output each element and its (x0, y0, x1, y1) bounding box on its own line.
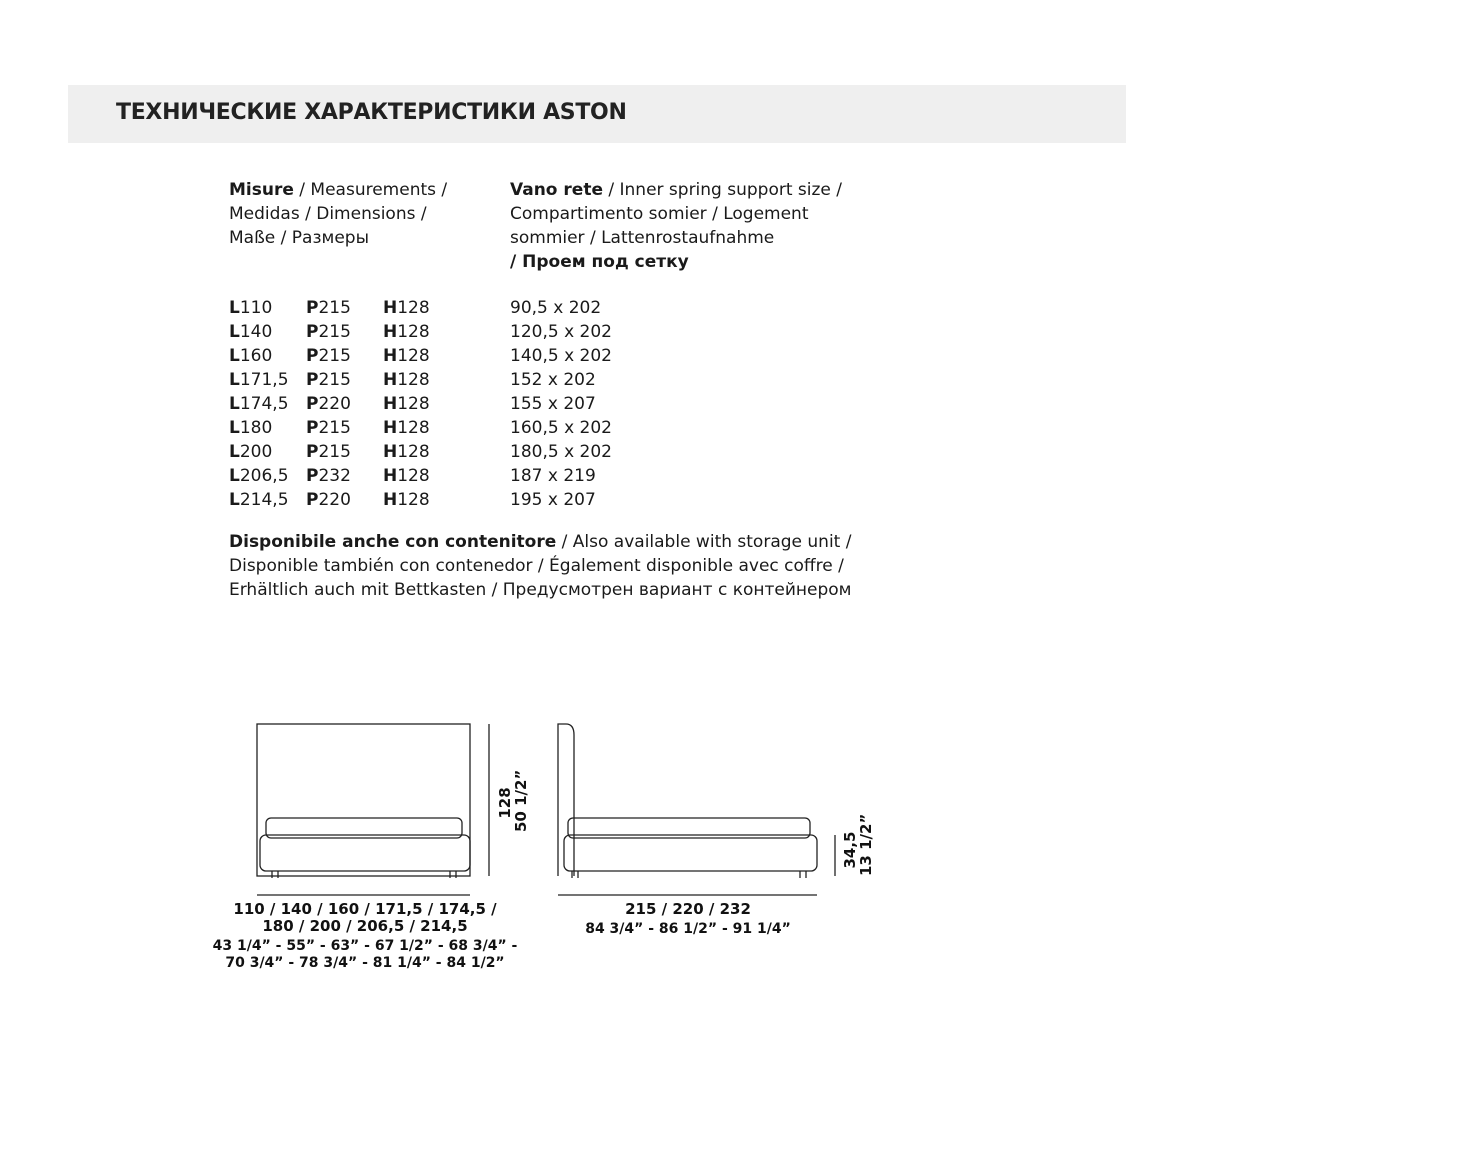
measurements-bold: Misure (229, 180, 294, 200)
width-cell-label: L (229, 346, 240, 366)
spring-size-cell: 180,5 x 202 (510, 442, 612, 462)
height-cell-label: H (383, 490, 398, 510)
depth-cell-value: 220 (318, 394, 351, 414)
depth-cell-label: P (306, 346, 319, 366)
height-cell-label: H (383, 322, 398, 342)
spring-line-3: sommier / Lattenrostaufnahme (510, 228, 775, 248)
side-view-drawing (558, 724, 835, 895)
height-cell-value: 128 (397, 442, 430, 462)
spring-line-1 (510, 178, 870, 202)
depth-cell-value: 215 (318, 370, 351, 390)
depth-cell (306, 488, 383, 512)
width-cell-value: 174,5 (239, 394, 289, 414)
width-cell-label: L (229, 394, 240, 414)
storage-note (229, 530, 929, 602)
width-cell (229, 344, 306, 368)
width-cell-label: L (229, 418, 240, 438)
width-cell-label: L (229, 298, 240, 318)
spring-size-cell: 195 x 207 (510, 490, 596, 510)
height-cell (383, 296, 510, 320)
front-view-drawing (257, 724, 489, 895)
measurements-line-2: Medidas / Dimensions / (229, 204, 427, 224)
height-cell (383, 464, 510, 488)
spring-size-cell: 160,5 x 202 (510, 418, 612, 438)
bed-technical-drawing (210, 715, 910, 905)
measurements-line-1-rest: / Measurements / (293, 180, 448, 200)
height-cell (383, 416, 510, 440)
height-cell-value: 128 (397, 490, 430, 510)
table-row (229, 440, 650, 464)
width-cell (229, 392, 306, 416)
width-cell-label: L (229, 490, 240, 510)
width-cell-label: L (229, 322, 240, 342)
side-height-cm: 34,5 (841, 831, 859, 869)
spring-line-2: Compartimento somier / Logement (510, 204, 809, 224)
height-cell (383, 320, 510, 344)
dimensions-table (229, 296, 650, 512)
storage-line-1 (229, 530, 929, 554)
spring-size-cell: 152 x 202 (510, 370, 596, 390)
side-depth-in: 84 3/4” - 86 1/2” - 91 1/4” (585, 921, 791, 937)
width-cell (229, 488, 306, 512)
width-cell-value: 140 (239, 322, 273, 342)
depth-cell (306, 296, 383, 320)
side-height-label (841, 813, 875, 876)
height-cell-value: 128 (397, 298, 430, 318)
depth-cell-label: P (306, 466, 319, 486)
width-cell (229, 464, 306, 488)
depth-cell-label: P (306, 442, 319, 462)
table-row (229, 392, 650, 416)
depth-cell-label: P (306, 322, 319, 342)
width-cell (229, 440, 306, 464)
storage-line-3-text: Erhältlich auch mit Bettkasten / Предусмотрен вариант с контейнером (229, 580, 852, 600)
width-cell-value: 160 (239, 346, 273, 366)
front-height-in: 50 1/2” (512, 769, 530, 832)
depth-cell-label: P (306, 418, 319, 438)
depth-cell (306, 416, 383, 440)
front-width-cm-2: 180 / 200 / 206,5 / 214,5 (262, 917, 468, 935)
table-row (229, 320, 650, 344)
spring-size-cell: 155 x 207 (510, 394, 596, 414)
storage-line-2: Disponible también con contenedor / Également disponible avec coffre / (229, 556, 844, 576)
width-cell-value: 206,5 (239, 466, 289, 486)
width-cell-value: 171,5 (239, 370, 289, 390)
table-row (229, 344, 650, 368)
front-width-cm (220, 901, 510, 935)
width-cell-value: 180 (239, 418, 273, 438)
storage-line-3 (229, 578, 929, 602)
depth-cell-value: 215 (318, 418, 351, 438)
spring-size-cell: 140,5 x 202 (510, 346, 612, 366)
spring-line-4-text: / Проем под сетку (510, 252, 689, 272)
page-title: ТЕХНИЧЕСКИЕ ХАРАКТЕРИСТИКИ ASTON (116, 100, 627, 125)
storage-bold: Disponibile anche con contenitore (229, 532, 557, 552)
height-cell-value: 128 (397, 418, 430, 438)
height-cell (383, 368, 510, 392)
depth-cell (306, 392, 383, 416)
height-cell-value: 128 (397, 466, 430, 486)
spring-size-cell: 187 x 219 (510, 466, 596, 486)
height-cell-value: 128 (397, 346, 430, 366)
front-width-cm-1: 110 / 140 / 160 / 171,5 / 174,5 / (233, 900, 497, 918)
width-cell-value: 110 (239, 298, 273, 318)
width-cell (229, 320, 306, 344)
depth-cell-label: P (306, 490, 319, 510)
spring-size-cell: 120,5 x 202 (510, 322, 612, 342)
table-row (229, 488, 650, 512)
spring-bold: Vano rete (510, 180, 603, 200)
width-cell-label: L (229, 466, 240, 486)
table-row (229, 464, 650, 488)
height-cell-value: 128 (397, 394, 430, 414)
depth-cell (306, 368, 383, 392)
height-cell-label: H (383, 442, 398, 462)
depth-cell-value: 232 (318, 466, 351, 486)
depth-cell-label: P (306, 394, 319, 414)
width-cell-label: L (229, 370, 240, 390)
height-cell (383, 392, 510, 416)
height-cell-label: H (383, 346, 398, 366)
measurements-line-3: Maße / Размеры (229, 228, 369, 248)
depth-cell-value: 215 (318, 298, 351, 318)
table-row (229, 416, 650, 440)
height-cell-value: 128 (397, 322, 430, 342)
measurements-heading (229, 178, 499, 250)
side-base (564, 835, 817, 871)
front-width-in-1: 43 1/4” - 55” - 63” - 67 1/2” - 68 3/4” - (212, 938, 518, 954)
height-cell-label: H (383, 466, 398, 486)
width-cell (229, 416, 306, 440)
height-cell-value: 128 (397, 370, 430, 390)
depth-cell (306, 464, 383, 488)
width-cell (229, 368, 306, 392)
side-depth-cm: 215 / 220 / 232 (625, 900, 751, 918)
depth-cell-value: 215 (318, 442, 351, 462)
depth-cell-label: P (306, 298, 319, 318)
height-cell-label: H (383, 298, 398, 318)
depth-cell (306, 320, 383, 344)
depth-cell-value: 215 (318, 322, 351, 342)
storage-line-1-rest: / Also available with storage unit / (556, 532, 852, 552)
height-cell (383, 488, 510, 512)
measurements-line-1 (229, 178, 499, 202)
header-band (68, 85, 1126, 143)
front-height-cm: 128 (496, 787, 514, 819)
depth-cell-value: 215 (318, 346, 351, 366)
width-cell (229, 296, 306, 320)
height-cell (383, 344, 510, 368)
spring-line-1-rest: / Inner spring support size / (602, 180, 843, 200)
spring-line-4 (510, 250, 870, 274)
spring-size-cell: 90,5 x 202 (510, 298, 602, 318)
depth-cell-label: P (306, 370, 319, 390)
height-cell (383, 440, 510, 464)
depth-cell (306, 344, 383, 368)
height-cell-label: H (383, 370, 398, 390)
front-headboard (257, 724, 470, 876)
table-row (229, 368, 650, 392)
height-cell-label: H (383, 418, 398, 438)
spring-heading (510, 178, 870, 274)
height-cell-label: H (383, 394, 398, 414)
side-height-in: 13 1/2” (857, 813, 875, 876)
width-cell-value: 214,5 (239, 490, 289, 510)
side-headboard (558, 724, 574, 876)
depth-cell (306, 440, 383, 464)
depth-cell-value: 220 (318, 490, 351, 510)
front-base (260, 835, 470, 871)
front-width-in (200, 938, 530, 972)
front-width-in-2: 70 3/4” - 78 3/4” - 81 1/4” - 84 1/2” (225, 955, 505, 971)
width-cell-label: L (229, 442, 240, 462)
front-height-label (496, 769, 530, 832)
width-cell-value: 200 (239, 442, 273, 462)
table-row (229, 296, 650, 320)
